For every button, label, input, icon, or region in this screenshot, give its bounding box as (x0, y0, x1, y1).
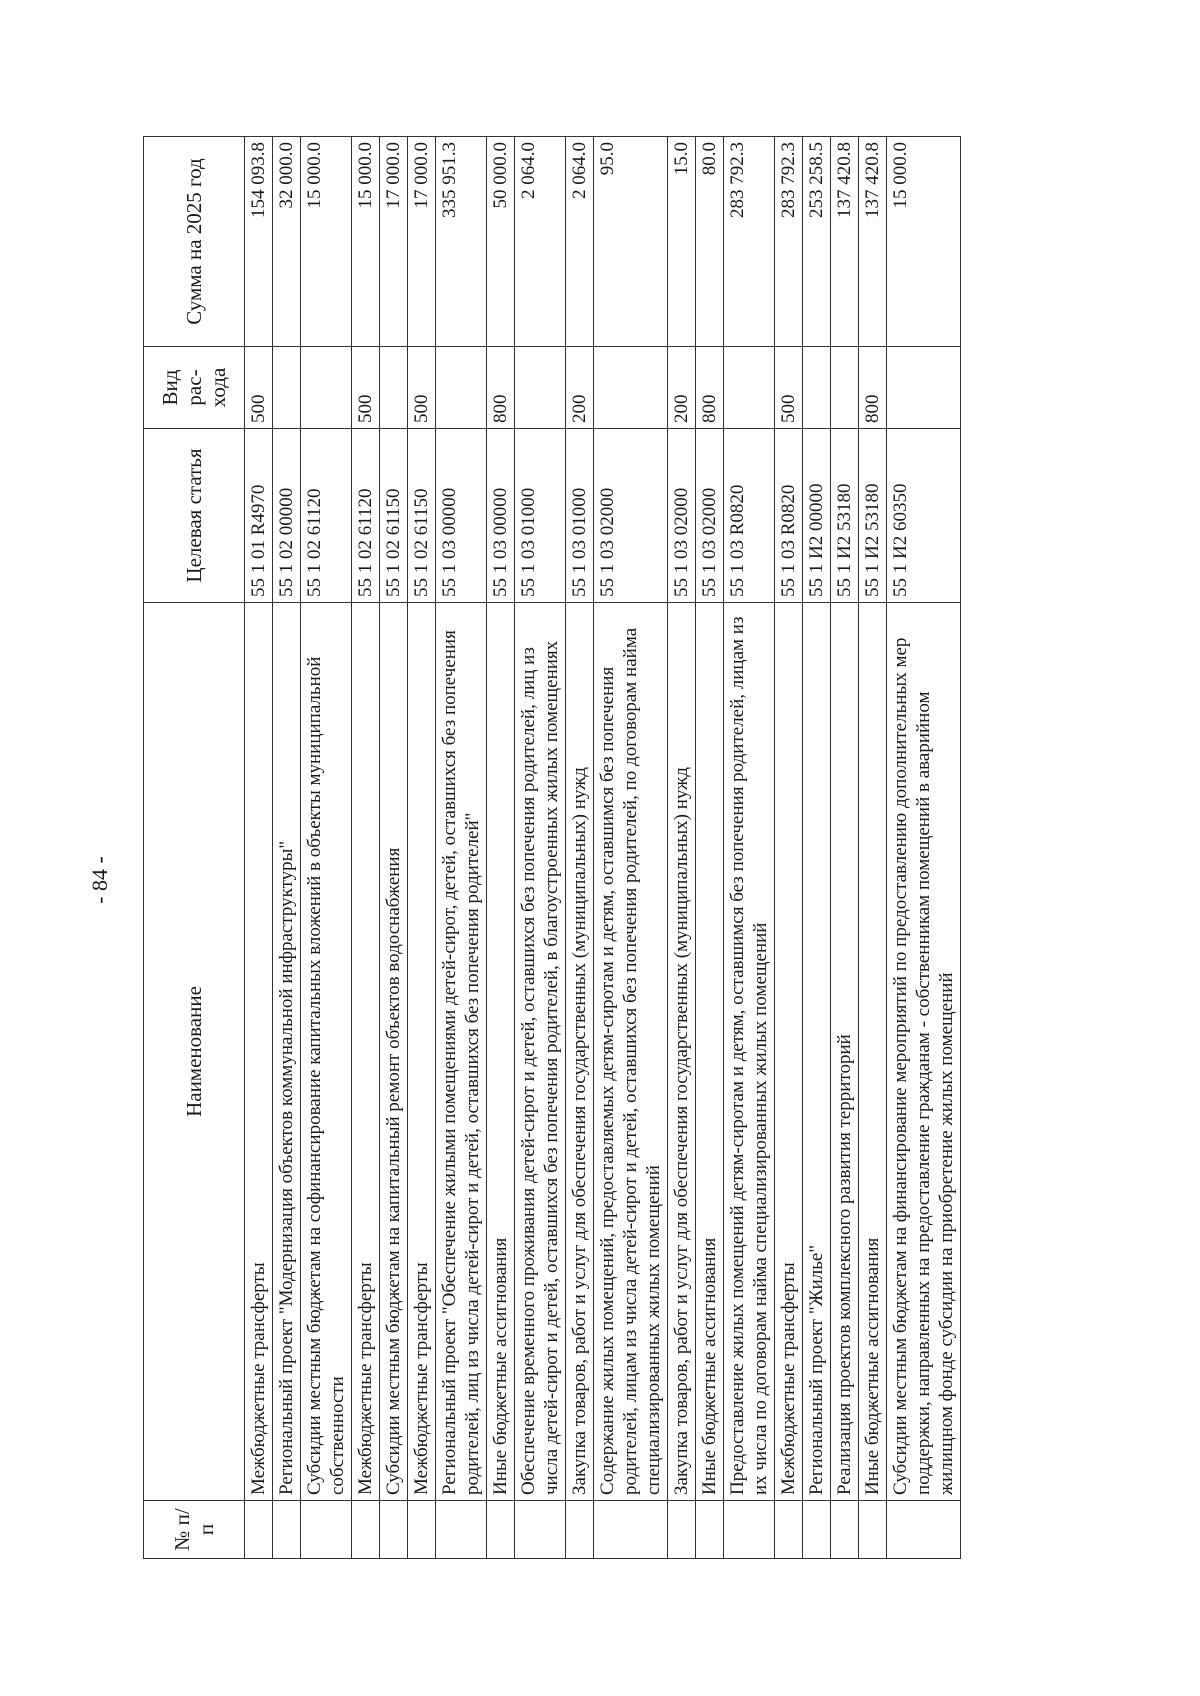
row-num (380, 1501, 408, 1559)
row-num (352, 1501, 380, 1559)
header-name: Наименование (144, 603, 245, 1501)
row-code: 55 1 03 02000 (696, 429, 724, 603)
row-num (724, 1501, 775, 1559)
row-num (487, 1501, 515, 1559)
row-name: Региональный проект "Жилье" (803, 603, 831, 1501)
row-num (668, 1501, 696, 1559)
row-vid (887, 347, 961, 429)
row-sum: 283 792.3 (724, 137, 775, 347)
row-sum: 137 420.8 (859, 137, 887, 347)
table-row (436, 137, 487, 1559)
row-num (696, 1501, 724, 1559)
row-num (245, 1501, 273, 1559)
table-row (408, 137, 436, 1559)
header-code: Целевая статья (144, 429, 245, 603)
row-num (436, 1501, 487, 1559)
row-code: 55 1 И2 53180 (859, 429, 887, 603)
row-code: 55 1 И2 53180 (831, 429, 859, 603)
budget-table (143, 136, 961, 1559)
table-row (245, 137, 273, 1559)
row-sum: 283 792.3 (775, 137, 803, 347)
row-code: 55 1 И2 60350 (887, 429, 961, 603)
row-sum: 50 000.0 (487, 137, 515, 347)
row-num (515, 1501, 566, 1559)
header-vid: Вид рас- хода (144, 347, 245, 429)
row-vid (301, 347, 352, 429)
row-sum: 15 000.0 (352, 137, 380, 347)
table-row (803, 137, 831, 1559)
row-num (859, 1501, 887, 1559)
table-row (566, 137, 594, 1559)
row-sum: 154 093.8 (245, 137, 273, 347)
row-vid (380, 347, 408, 429)
row-num (775, 1501, 803, 1559)
row-vid (594, 347, 668, 429)
row-code: 55 1 03 R0820 (775, 429, 803, 603)
row-code: 55 1 02 00000 (273, 429, 301, 603)
table-row (724, 137, 775, 1559)
row-name: Субсидии местным бюджетам на капитальный ремонт объектов водоснабжения (380, 603, 408, 1501)
row-sum: 2 064.0 (566, 137, 594, 347)
row-name: Иные бюджетные ассигнования (696, 603, 724, 1501)
header-sum: Сумма на 2025 год (144, 137, 245, 347)
row-name: Межбюджетные трансферты (408, 603, 436, 1501)
row-vid: 800 (487, 347, 515, 429)
table-row (515, 137, 566, 1559)
table-row (831, 137, 859, 1559)
row-name: Межбюджетные трансферты (245, 603, 273, 1501)
row-code: 55 1 03 R0820 (724, 429, 775, 603)
row-name: Региональный проект "Обеспечение жилыми помещениями детей-сирот, детей, оставшихся без попечения родителей, лиц из числа детей-сирот и детей, оставшихся без попечения родителей" (436, 603, 487, 1501)
row-code: 55 1 03 00000 (436, 429, 487, 603)
row-name: Закупка товаров, работ и услуг для обеспечения государственных (муниципальных) нужд (566, 603, 594, 1501)
row-sum: 95.0 (594, 137, 668, 347)
row-code: 55 1 02 61150 (380, 429, 408, 603)
row-num (803, 1501, 831, 1559)
row-num (301, 1501, 352, 1559)
row-sum: 80.0 (696, 137, 724, 347)
row-code: 55 1 03 02000 (668, 429, 696, 603)
row-name: Реализация проектов комплексного развития территорий (831, 603, 859, 1501)
row-name: Субсидии местным бюджетам на софинансирование капитальных вложений в объекты муниципальной собственности (301, 603, 352, 1501)
row-num (408, 1501, 436, 1559)
table-row (887, 137, 961, 1559)
table-row (775, 137, 803, 1559)
row-num (887, 1501, 961, 1559)
table-row (696, 137, 724, 1559)
table-row (352, 137, 380, 1559)
table-row (301, 137, 352, 1559)
header-row (144, 137, 245, 1559)
row-name: Содержание жилых помещений, предоставляемых детям-сиротам и детям, оставшимся без попечения родителей, лицам из числа детей-сирот и детей, оставшихся без попечения родителей, по договорам найма специализированных жилых помещений (594, 603, 668, 1501)
row-code: 55 1 03 00000 (487, 429, 515, 603)
row-code: 55 1 02 61150 (408, 429, 436, 603)
row-vid: 500 (775, 347, 803, 429)
row-name: Межбюджетные трансферты (352, 603, 380, 1501)
row-vid (724, 347, 775, 429)
table-row (859, 137, 887, 1559)
row-code: 55 1 03 01000 (566, 429, 594, 603)
row-name: Иные бюджетные ассигнования (859, 603, 887, 1501)
table-row (594, 137, 668, 1559)
row-num (566, 1501, 594, 1559)
table-row (487, 137, 515, 1559)
row-sum: 32 000.0 (273, 137, 301, 347)
row-sum: 2 064.0 (515, 137, 566, 347)
row-sum: 17 000.0 (380, 137, 408, 347)
row-name: Иные бюджетные ассигнования (487, 603, 515, 1501)
page-number: - 84 - (87, 856, 112, 904)
row-code: 55 1 02 61120 (301, 429, 352, 603)
row-code: 55 1 01 R4970 (245, 429, 273, 603)
row-vid: 500 (245, 347, 273, 429)
row-vid: 200 (566, 347, 594, 429)
row-code: 55 1 03 01000 (515, 429, 566, 603)
row-vid (831, 347, 859, 429)
row-vid: 200 (668, 347, 696, 429)
table-row (668, 137, 696, 1559)
row-sum: 253 258.5 (803, 137, 831, 347)
row-vid (436, 347, 487, 429)
row-code: 55 1 02 61120 (352, 429, 380, 603)
row-name: Межбюджетные трансферты (775, 603, 803, 1501)
table-row (380, 137, 408, 1559)
table-row (273, 137, 301, 1559)
row-sum: 17 000.0 (408, 137, 436, 347)
row-name: Региональный проект "Модернизация объектов коммунальной инфраструктуры" (273, 603, 301, 1501)
row-name: Закупка товаров, работ и услуг для обеспечения государственных (муниципальных) нужд (668, 603, 696, 1501)
rotated-page (143, 137, 1075, 1559)
row-num (594, 1501, 668, 1559)
row-sum: 15 000.0 (301, 137, 352, 347)
row-vid (515, 347, 566, 429)
row-sum: 15.0 (668, 137, 696, 347)
row-vid (803, 347, 831, 429)
header-num: № п/п (144, 1501, 245, 1559)
row-sum: 137 420.8 (831, 137, 859, 347)
row-name: Субсидии местным бюджетам на финансирование мероприятий по предоставлению дополнительных мер поддержки, направленных на предоставление гражданам - собственникам помещений в аварийном жилищном фонде субсидии на приобретение жилых помещений (887, 603, 961, 1501)
row-sum: 15 000.0 (887, 137, 961, 347)
row-code: 55 1 И2 00000 (803, 429, 831, 603)
row-vid (273, 347, 301, 429)
row-code: 55 1 03 02000 (594, 429, 668, 603)
row-name: Предоставление жилых помещений детям-сиротам и детям, оставшимся без попечения родителей, лицам из их числа по договорам найма специализированных жилых помещений (724, 603, 775, 1501)
row-vid: 500 (408, 347, 436, 429)
row-sum: 335 951.3 (436, 137, 487, 347)
row-vid: 800 (696, 347, 724, 429)
row-num (831, 1501, 859, 1559)
row-num (273, 1501, 301, 1559)
row-name: Обеспечение временного проживания детей-сирот и детей, оставшихся без попечения родителей, лиц из числа детей-сирот и детей, оставшихся без попечения родителей, в благоустроенных жилых помещениях (515, 603, 566, 1501)
row-vid: 800 (859, 347, 887, 429)
row-vid: 500 (352, 347, 380, 429)
